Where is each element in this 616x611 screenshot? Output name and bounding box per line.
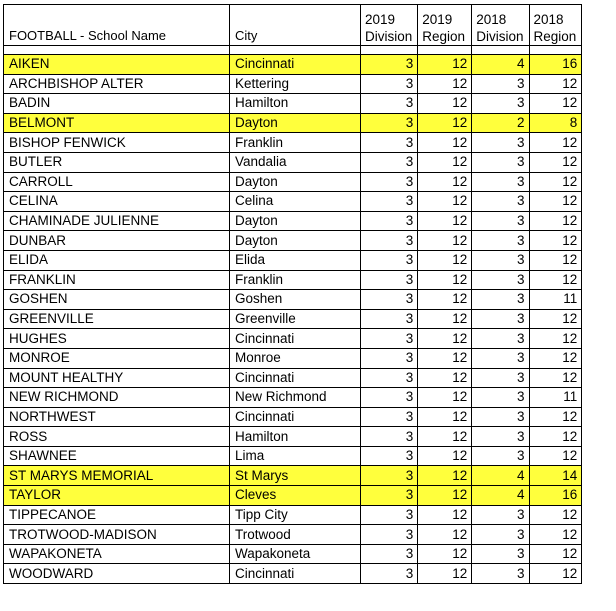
table-row[interactable]	[4, 55, 582, 75]
region-2019-cell[interactable]: 12	[418, 231, 472, 251]
header-label: Division	[365, 29, 413, 44]
partially-hidden-row	[4, 46, 582, 55]
division-2018-cell[interactable]: 3	[472, 270, 529, 290]
city-cell[interactable]: Cleves	[230, 486, 361, 506]
region-2018-cell[interactable]: 12	[529, 525, 582, 545]
region-2018-cell[interactable]: 16	[529, 55, 582, 75]
division-2019-cell[interactable]: 3	[361, 446, 418, 466]
division-2018-cell[interactable]: 3	[472, 368, 529, 388]
hidden-cell	[472, 46, 529, 55]
hidden-cell	[4, 46, 230, 55]
city-cell[interactable]: Dayton	[230, 231, 361, 251]
school-name-cell[interactable]: ROSS	[4, 427, 230, 447]
school-name-cell[interactable]: TAYLOR	[4, 486, 230, 506]
region-2018-cell[interactable]: 12	[529, 544, 582, 564]
division-2018-cell[interactable]: 4	[472, 55, 529, 75]
division-2019-cell[interactable]: 3	[361, 368, 418, 388]
region-2019-cell[interactable]: 12	[418, 172, 472, 192]
division-2019-cell[interactable]: 3	[361, 270, 418, 290]
division-2019-cell[interactable]: 3	[361, 505, 418, 525]
school-name-cell[interactable]: CHAMINADE JULIENNE	[4, 211, 230, 231]
school-name-cell[interactable]: ST MARYS MEMORIAL	[4, 466, 230, 486]
region-2018-cell[interactable]: 11	[529, 290, 582, 310]
school-name-cell[interactable]: FRANKLIN	[4, 270, 230, 290]
division-2018-cell[interactable]: 3	[472, 192, 529, 212]
table-row[interactable]	[4, 388, 582, 408]
hidden-cell	[529, 46, 582, 55]
city-cell[interactable]: Hamilton	[230, 427, 361, 447]
table-row[interactable]	[4, 270, 582, 290]
school-name-cell[interactable]: BUTLER	[4, 152, 230, 172]
region-2019-cell[interactable]: 12	[418, 348, 472, 368]
table-row[interactable]	[4, 525, 582, 545]
division-2018-cell[interactable]: 3	[472, 446, 529, 466]
city-cell[interactable]: Cincinnati	[230, 407, 361, 427]
region-2019-cell[interactable]: 12	[418, 309, 472, 329]
school-name-cell[interactable]: WOODWARD	[4, 564, 230, 584]
division-2019-cell[interactable]: 3	[361, 172, 418, 192]
table-row[interactable]	[4, 544, 582, 564]
division-2019-cell[interactable]: 3	[361, 329, 418, 349]
region-2018-cell[interactable]: 12	[529, 407, 582, 427]
division-2018-cell[interactable]: 3	[472, 309, 529, 329]
city-cell[interactable]: Goshen	[230, 290, 361, 310]
school-name-cell[interactable]: GREENVILLE	[4, 309, 230, 329]
header-2019-division[interactable]	[361, 5, 418, 46]
hidden-cell	[418, 46, 472, 55]
division-2018-cell[interactable]: 3	[472, 133, 529, 153]
table-row[interactable]	[4, 133, 582, 153]
header-label: Region	[533, 29, 577, 44]
header-row	[4, 5, 582, 46]
city-cell[interactable]: Cincinnati	[230, 55, 361, 75]
school-name-cell[interactable]: HUGHES	[4, 329, 230, 349]
school-name-cell[interactable]: MONROE	[4, 348, 230, 368]
school-name-cell[interactable]: DUNBAR	[4, 231, 230, 251]
table-row[interactable]	[4, 231, 582, 251]
city-cell[interactable]: Cincinnati	[230, 564, 361, 584]
school-name-cell[interactable]: BELMONT	[4, 113, 230, 133]
city-cell[interactable]: Dayton	[230, 172, 361, 192]
table-row[interactable]	[4, 505, 582, 525]
city-cell[interactable]: Dayton	[230, 211, 361, 231]
region-2019-cell[interactable]: 12	[418, 329, 472, 349]
header-2018-region[interactable]	[529, 5, 582, 46]
city-cell[interactable]: Lima	[230, 446, 361, 466]
division-2019-cell[interactable]: 3	[361, 466, 418, 486]
region-2019-cell[interactable]: 12	[418, 427, 472, 447]
table-row[interactable]	[4, 564, 582, 584]
division-2018-cell[interactable]: 3	[472, 290, 529, 310]
region-2018-cell[interactable]: 14	[529, 466, 582, 486]
table-row[interactable]	[4, 250, 582, 270]
region-2018-cell[interactable]: 16	[529, 486, 582, 506]
region-2019-cell[interactable]: 12	[418, 113, 472, 133]
region-2018-cell[interactable]: 12	[529, 192, 582, 212]
school-name-cell[interactable]: NORTHWEST	[4, 407, 230, 427]
division-2018-cell[interactable]: 4	[472, 466, 529, 486]
header-year: 2019	[422, 12, 453, 27]
table-row[interactable]	[4, 368, 582, 388]
division-2018-cell[interactable]: 3	[472, 407, 529, 427]
school-name-cell[interactable]: AIKEN	[4, 55, 230, 75]
region-2018-cell[interactable]: 12	[529, 505, 582, 525]
division-2019-cell[interactable]: 3	[361, 55, 418, 75]
division-2019-cell[interactable]: 3	[361, 309, 418, 329]
region-2018-cell[interactable]: 12	[529, 348, 582, 368]
table-row[interactable]	[4, 348, 582, 368]
spreadsheet	[3, 4, 582, 584]
region-2018-cell[interactable]: 12	[529, 564, 582, 584]
table-row[interactable]	[4, 329, 582, 349]
region-2019-cell[interactable]: 12	[418, 466, 472, 486]
school-name-cell[interactable]: MOUNT HEALTHY	[4, 368, 230, 388]
table-row[interactable]	[4, 74, 582, 94]
division-2018-cell[interactable]: 3	[472, 564, 529, 584]
region-2019-cell[interactable]: 12	[418, 290, 472, 310]
header-year: 2018	[476, 12, 507, 27]
table-row[interactable]	[4, 486, 582, 506]
division-2018-cell[interactable]: 3	[472, 329, 529, 349]
division-2019-cell[interactable]: 3	[361, 290, 418, 310]
table-row[interactable]	[4, 152, 582, 172]
city-cell[interactable]: Cincinnati	[230, 368, 361, 388]
hidden-cell	[230, 46, 361, 55]
header-year: 2019	[365, 12, 396, 27]
city-cell[interactable]: Vandalia	[230, 152, 361, 172]
region-2018-cell[interactable]: 12	[529, 211, 582, 231]
table-row[interactable]	[4, 290, 582, 310]
city-cell[interactable]: Kettering	[230, 74, 361, 94]
region-2019-cell[interactable]: 12	[418, 55, 472, 75]
city-cell[interactable]: Elida	[230, 250, 361, 270]
region-2019-cell[interactable]: 12	[418, 407, 472, 427]
header-school-name[interactable]: FOOTBALL - School Name	[4, 5, 230, 46]
city-cell[interactable]: Wapakoneta	[230, 544, 361, 564]
header-city[interactable]: City	[230, 5, 361, 46]
header-year: 2018	[533, 12, 564, 27]
table-row[interactable]	[4, 407, 582, 427]
school-name-cell[interactable]: ARCHBISHOP ALTER	[4, 74, 230, 94]
region-2018-cell[interactable]: 12	[529, 446, 582, 466]
region-2019-cell[interactable]: 12	[418, 544, 472, 564]
school-name-cell[interactable]: SHAWNEE	[4, 446, 230, 466]
division-2019-cell[interactable]: 3	[361, 211, 418, 231]
city-cell[interactable]: New Richmond	[230, 388, 361, 408]
school-name-cell[interactable]: GOSHEN	[4, 290, 230, 310]
region-2018-cell[interactable]: 12	[529, 250, 582, 270]
region-2019-cell[interactable]: 12	[418, 525, 472, 545]
region-2018-cell[interactable]: 11	[529, 388, 582, 408]
school-name-cell[interactable]: WAPAKONETA	[4, 544, 230, 564]
region-2018-cell[interactable]: 12	[529, 94, 582, 114]
table-row[interactable]	[4, 309, 582, 329]
division-2019-cell[interactable]: 3	[361, 192, 418, 212]
region-2019-cell[interactable]: 12	[418, 94, 472, 114]
table-row[interactable]	[4, 466, 582, 486]
city-cell[interactable]: Monroe	[230, 348, 361, 368]
division-2018-cell[interactable]: 3	[472, 211, 529, 231]
region-2018-cell[interactable]: 12	[529, 427, 582, 447]
division-2019-cell[interactable]: 3	[361, 544, 418, 564]
division-2018-cell[interactable]: 3	[472, 94, 529, 114]
region-2018-cell[interactable]: 8	[529, 113, 582, 133]
division-2019-cell[interactable]: 3	[361, 525, 418, 545]
region-2019-cell[interactable]: 12	[418, 388, 472, 408]
division-2019-cell[interactable]: 3	[361, 152, 418, 172]
division-2018-cell[interactable]: 3	[472, 505, 529, 525]
division-2018-cell[interactable]: 3	[472, 152, 529, 172]
division-2018-cell[interactable]: 3	[472, 172, 529, 192]
city-cell[interactable]: Hamilton	[230, 94, 361, 114]
division-2018-cell[interactable]: 3	[472, 74, 529, 94]
school-name-cell[interactable]: ELIDA	[4, 250, 230, 270]
division-2019-cell[interactable]: 3	[361, 564, 418, 584]
header-2018-division[interactable]	[472, 5, 529, 46]
region-2019-cell[interactable]: 12	[418, 152, 472, 172]
division-2018-cell[interactable]: 3	[472, 250, 529, 270]
table-row[interactable]	[4, 427, 582, 447]
division-2019-cell[interactable]: 3	[361, 250, 418, 270]
city-cell[interactable]: Dayton	[230, 113, 361, 133]
school-name-cell[interactable]: TIPPECANOE	[4, 505, 230, 525]
table-body	[4, 55, 582, 584]
school-name-cell[interactable]: NEW RICHMOND	[4, 388, 230, 408]
division-2019-cell[interactable]: 3	[361, 231, 418, 251]
division-2018-cell[interactable]: 3	[472, 231, 529, 251]
region-2018-cell[interactable]: 12	[529, 309, 582, 329]
table-row[interactable]	[4, 172, 582, 192]
region-2019-cell[interactable]: 12	[418, 192, 472, 212]
division-2019-cell[interactable]: 3	[361, 486, 418, 506]
region-2018-cell[interactable]: 12	[529, 152, 582, 172]
region-2018-cell[interactable]: 12	[529, 133, 582, 153]
city-cell[interactable]: Tipp City	[230, 505, 361, 525]
division-2018-cell[interactable]: 3	[472, 348, 529, 368]
city-cell[interactable]: Franklin	[230, 270, 361, 290]
school-name-cell[interactable]: BADIN	[4, 94, 230, 114]
city-cell[interactable]: Franklin	[230, 133, 361, 153]
region-2019-cell[interactable]: 12	[418, 446, 472, 466]
school-name-cell[interactable]: CARROLL	[4, 172, 230, 192]
division-2019-cell[interactable]: 3	[361, 133, 418, 153]
city-cell[interactable]: Trotwood	[230, 525, 361, 545]
region-2019-cell[interactable]: 12	[418, 250, 472, 270]
region-2018-cell[interactable]: 12	[529, 74, 582, 94]
region-2019-cell[interactable]: 12	[418, 368, 472, 388]
division-2019-cell[interactable]: 3	[361, 94, 418, 114]
division-2019-cell[interactable]: 3	[361, 74, 418, 94]
table-row[interactable]	[4, 211, 582, 231]
schools-table	[3, 4, 582, 584]
hidden-cell	[361, 46, 418, 55]
division-2019-cell[interactable]: 3	[361, 407, 418, 427]
division-2019-cell[interactable]: 3	[361, 388, 418, 408]
header-label: Division	[476, 29, 524, 44]
division-2019-cell[interactable]: 3	[361, 348, 418, 368]
division-2018-cell[interactable]: 4	[472, 486, 529, 506]
region-2018-cell[interactable]: 12	[529, 172, 582, 192]
region-2018-cell[interactable]: 12	[529, 231, 582, 251]
header-2019-region[interactable]	[418, 5, 472, 46]
table-row[interactable]	[4, 192, 582, 212]
division-2018-cell[interactable]: 2	[472, 113, 529, 133]
school-name-cell[interactable]: TROTWOOD-MADISON	[4, 525, 230, 545]
region-2019-cell[interactable]: 12	[418, 74, 472, 94]
region-2018-cell[interactable]: 12	[529, 368, 582, 388]
division-2019-cell[interactable]: 3	[361, 113, 418, 133]
region-2018-cell[interactable]: 12	[529, 270, 582, 290]
division-2018-cell[interactable]: 3	[472, 388, 529, 408]
city-cell[interactable]: Celina	[230, 192, 361, 212]
table-row[interactable]	[4, 446, 582, 466]
city-cell[interactable]: Cincinnati	[230, 329, 361, 349]
region-2019-cell[interactable]: 12	[418, 211, 472, 231]
city-cell[interactable]: St Marys	[230, 466, 361, 486]
table-row[interactable]	[4, 94, 582, 114]
division-2018-cell[interactable]: 3	[472, 525, 529, 545]
region-2019-cell[interactable]: 12	[418, 564, 472, 584]
division-2018-cell[interactable]: 3	[472, 427, 529, 447]
division-2019-cell[interactable]: 3	[361, 427, 418, 447]
header-label: Region	[422, 29, 466, 44]
region-2019-cell[interactable]: 12	[418, 270, 472, 290]
region-2018-cell[interactable]: 12	[529, 329, 582, 349]
division-2018-cell[interactable]: 3	[472, 544, 529, 564]
region-2019-cell[interactable]: 12	[418, 505, 472, 525]
region-2019-cell[interactable]: 12	[418, 133, 472, 153]
school-name-cell[interactable]: CELINA	[4, 192, 230, 212]
region-2019-cell[interactable]: 12	[418, 486, 472, 506]
table-row[interactable]	[4, 113, 582, 133]
school-name-cell[interactable]: BISHOP FENWICK	[4, 133, 230, 153]
city-cell[interactable]: Greenville	[230, 309, 361, 329]
